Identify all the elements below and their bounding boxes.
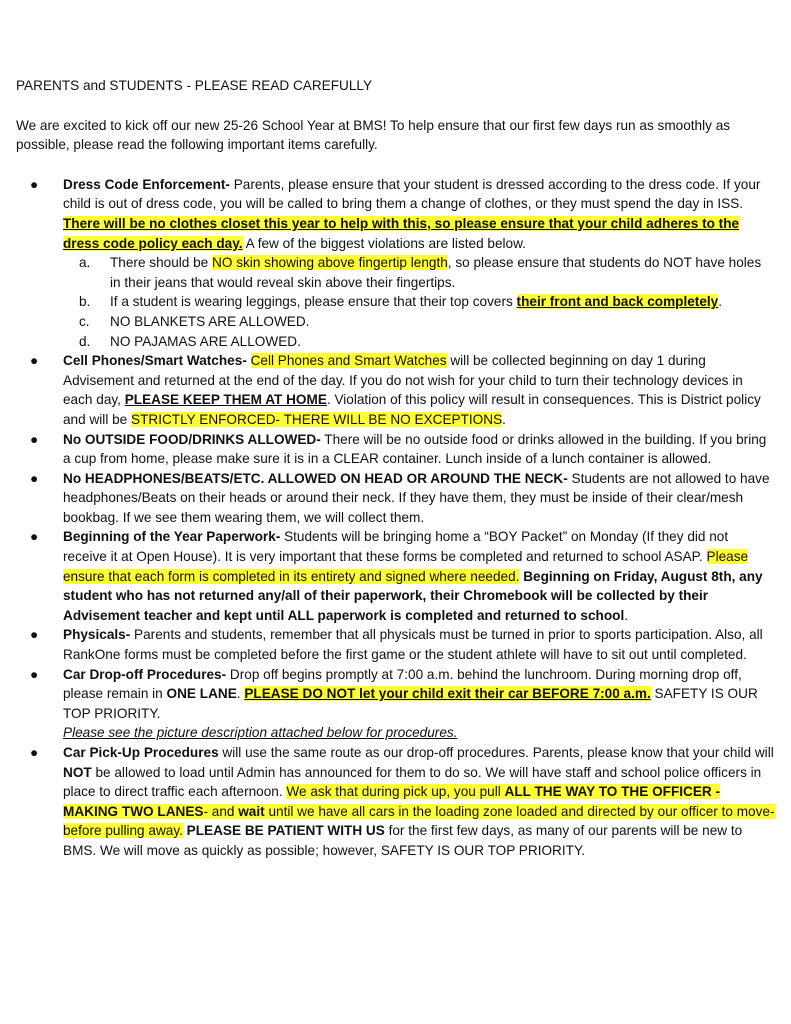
violation-item-b: b. If a student is wearing leggings, please ensure that their top covers their front and back completely.: [79, 294, 723, 310]
intro-paragraph: We are excited to kick off our new 25-26 School Year at BMS! To help ensure that our first few days run as smoothly as possible, please read the following important items carefully.: [16, 117, 731, 153]
dress-code-highlight: There will be no clothes closet this year to help with this, so please ensure that your child adheres to the dress code policy each day.: [63, 215, 740, 251]
drop-off-title: Car Drop-off Procedures-: [63, 666, 227, 682]
physicals-text: Physicals- Parents and students, remember that all physicals must be turned in prior to sports participation. Also, all RankOne forms must be completed before the first game or the student athlete will have to sit out until completed.: [63, 627, 763, 663]
violation-item-d: d. NO PAJAMAS ARE ALLOWED.: [79, 333, 301, 349]
drop-off-note: Please see the picture description attached below for procedures.: [63, 725, 458, 741]
physicals-title: Physicals-: [63, 627, 131, 643]
bullet-icon: ●: [30, 745, 39, 760]
list-item-dress-code: [16, 175, 775, 351]
outside-food-title: No OUTSIDE FOOD/DRINKS ALLOWED-: [63, 431, 321, 447]
pick-up-title: Car Pick-Up Procedures: [63, 745, 219, 760]
drop-off-text: Car Drop-off Procedures- Drop off begins promptly at 7:00 a.m. behind the lunchroom. During morning drop off, please remain in ONE LANE. PLEASE DO NOT let your child exit their car BEFORE 7:00 a.m. SAFETY IS OUR TOP PRIORITY.: [63, 666, 758, 721]
list-item-drop-off: [16, 665, 775, 743]
bullet-icon: ●: [30, 176, 39, 192]
pick-up-text: Car Pick-Up Procedures will use the same route as our drop-off procedures. Parents, please know that your child will NOT be allowed to load until Admin has announced for them to do so. We will have staff and school police officers in place to direct traffic each afternoon. We ask that during pick up, you pull ALL THE WAY TO THE OFFICER -MAKING TWO LANES- and wait until we have all cars in the loading zone loaded and directed by our officer to move- before pulling away. PLEASE BE PATIENT WITH US for the first few days, as many of our parents will be new to BMS. We will move as quickly as possible; however, SAFETY IS OUR TOP PRIORITY.: [63, 745, 775, 858]
dress-code-title: Dress Code Enforcement-: [63, 176, 230, 192]
outside-food-text: No OUTSIDE FOOD/DRINKS ALLOWED- There will be no outside food or drinks allowed in the building. If you bring a cup from home, please make sure it is in a CLEAR container. Lunch inside of a lunch container is allowed.: [63, 431, 767, 467]
dress-code-violations: [63, 253, 775, 351]
violation-item-a: a. There should be NO skin showing above fingertip length, so please ensure that students do NOT have holes in their jeans that would reveal skin above their fingertips.: [79, 255, 762, 290]
bullet-icon: ●: [30, 353, 39, 369]
list-item-cell-phones: [16, 351, 775, 429]
list-item-physicals: [16, 625, 775, 664]
headphones-title: No HEADPHONES/BEATS/ETC. ALLOWED ON HEAD OR AROUND THE NECK-: [63, 470, 568, 486]
bullet-icon: ●: [30, 627, 39, 643]
headphones-text: No HEADPHONES/BEATS/ETC. ALLOWED ON HEAD OR AROUND THE NECK- Students are not allowed to have headphones/Beats on their heads or around their neck. If they have them, they must be inside of their clear/mesh bookbag. If we see them wearing them, we will collect them.: [63, 470, 770, 525]
paperwork-text: Beginning of the Year Paperwork- Students will be bringing home a “BOY Packet” on Monday (If they did not receive it at Open House). It is very important that these forms be completed and returned to school ASAP. Please ensure that each form is completed in its entirety and signed where needed. Beginning on Friday, August 8th, any student who has not returned any/all of their paperwork, their Chromebook will be collected by their Advisement teacher and kept until ALL paperwork is completed and returned to school.: [63, 529, 763, 623]
notice-list: [16, 175, 775, 861]
list-item-pick-up: [16, 743, 775, 861]
dress-code-text: Dress Code Enforcement- Parents, please ensure that your student is dressed according to the dress code. If your child is out of dress code, you will be called to bring them a change of clothes, or they must spend the day in ISS. There will be no clothes closet this year to help with this, so please ensure that your child adheres to the dress code policy each day. A few of the biggest violations are listed below.: [63, 176, 761, 251]
violation-item-c: c. NO BLANKETS ARE ALLOWED.: [79, 313, 310, 329]
page-title: PARENTS and STUDENTS - PLEASE READ CAREFULLY: [16, 78, 373, 93]
cell-phones-title: Cell Phones/Smart Watches-: [63, 353, 247, 369]
list-item-outside-food: [16, 430, 775, 469]
paperwork-title: Beginning of the Year Paperwork-: [63, 529, 281, 545]
bullet-icon: ●: [30, 431, 39, 447]
list-item-headphones: [16, 469, 775, 528]
bullet-icon: ●: [30, 666, 39, 682]
cell-phones-text: Cell Phones/Smart Watches- Cell Phones and Smart Watches will be collected beginning on day 1 during Advisement and returned at the end of the day. If you do not wish for your child to turn their technology devices in each day, PLEASE KEEP THEM AT HOME. Violation of this policy will result in consequences. This is District policy and will be STRICTLY ENFORCED- THERE WILL BE NO EXCEPTIONS.: [63, 353, 761, 427]
bullet-icon: ●: [30, 470, 39, 486]
list-item-paperwork: [16, 527, 775, 625]
bullet-icon: ●: [30, 529, 39, 545]
